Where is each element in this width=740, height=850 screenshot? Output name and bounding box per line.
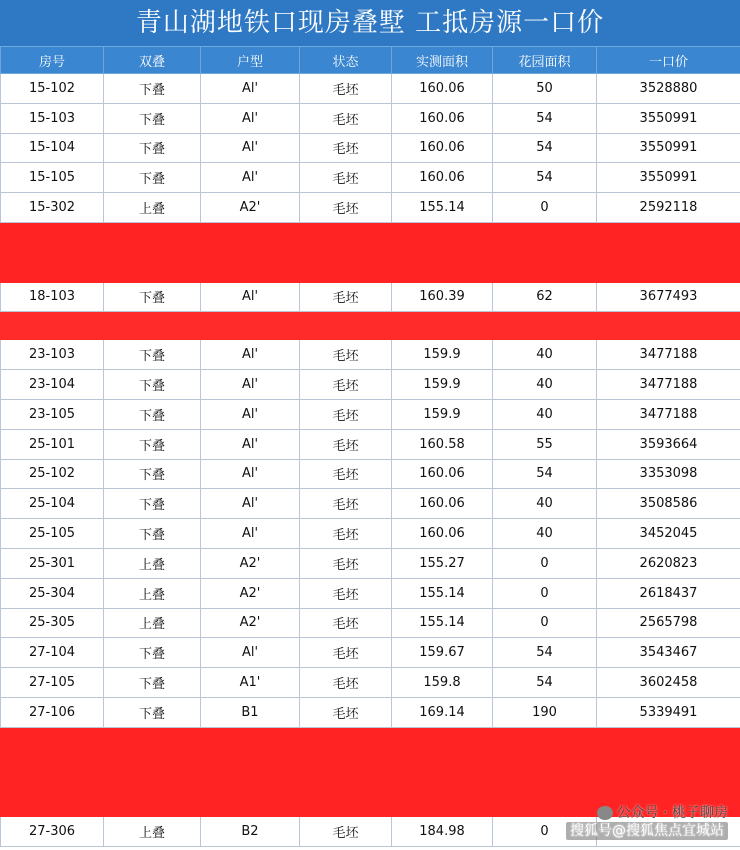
table-cell: Al' bbox=[201, 459, 300, 489]
table-cell: 2565798 bbox=[597, 608, 740, 638]
table-cell: 190 bbox=[493, 697, 597, 727]
redacted-row bbox=[1, 757, 740, 787]
table-cell: 毛坯 bbox=[300, 817, 392, 847]
table-cell: 15-102 bbox=[1, 74, 104, 104]
table-cell bbox=[300, 787, 392, 817]
table-cell: 27-105 bbox=[1, 668, 104, 698]
table-cell: Al' bbox=[201, 133, 300, 163]
table-cell: 159.9 bbox=[392, 370, 493, 400]
table-cell: 50 bbox=[493, 74, 597, 104]
table-cell: 上叠 bbox=[104, 608, 201, 638]
table-cell: 2592118 bbox=[597, 193, 740, 223]
table-cell: 毛坯 bbox=[300, 399, 392, 429]
table-cell bbox=[597, 757, 740, 787]
table-cell: 159.9 bbox=[392, 399, 493, 429]
table-cell: 155.14 bbox=[392, 193, 493, 223]
table-cell: 25-105 bbox=[1, 519, 104, 549]
table-row bbox=[1, 282, 740, 312]
table-cell: 毛坯 bbox=[300, 608, 392, 638]
table-row bbox=[1, 608, 740, 638]
table-cell: 40 bbox=[493, 370, 597, 400]
table-row bbox=[1, 578, 740, 608]
table-cell: A1' bbox=[201, 668, 300, 698]
table-cell: 3550991 bbox=[597, 163, 740, 193]
table-cell: 3477188 bbox=[597, 340, 740, 370]
table-cell bbox=[300, 222, 392, 252]
table-cell: 25-305 bbox=[1, 608, 104, 638]
table-row bbox=[1, 668, 740, 698]
table-cell: B2 bbox=[201, 817, 300, 847]
table-cell: 54 bbox=[493, 133, 597, 163]
table-cell bbox=[392, 757, 493, 787]
table-cell: 下叠 bbox=[104, 370, 201, 400]
table-cell: 3477188 bbox=[597, 399, 740, 429]
table-cell: 毛坯 bbox=[300, 638, 392, 668]
table-cell: 25-304 bbox=[1, 578, 104, 608]
table-cell bbox=[597, 312, 740, 340]
table-cell bbox=[300, 757, 392, 787]
table-row bbox=[1, 638, 740, 668]
table-cell: 15-104 bbox=[1, 133, 104, 163]
table-cell: 0 bbox=[493, 608, 597, 638]
table-cell bbox=[493, 252, 597, 282]
table-cell: 毛坯 bbox=[300, 193, 392, 223]
redacted-row bbox=[1, 727, 740, 757]
table-cell: 毛坯 bbox=[300, 340, 392, 370]
table-cell: 25-102 bbox=[1, 459, 104, 489]
watermark-line2: 搜狐号@搜狐焦点宜城站 bbox=[566, 822, 728, 840]
table-cell bbox=[201, 787, 300, 817]
table-cell: 3508586 bbox=[597, 489, 740, 519]
table-cell: 下叠 bbox=[104, 668, 201, 698]
table-cell: 毛坯 bbox=[300, 519, 392, 549]
table-cell: 160.06 bbox=[392, 133, 493, 163]
table-cell bbox=[493, 312, 597, 340]
redacted-row bbox=[1, 222, 740, 252]
redacted-row bbox=[1, 312, 740, 340]
table-cell: 15-105 bbox=[1, 163, 104, 193]
table-cell: 上叠 bbox=[104, 817, 201, 847]
table-row bbox=[1, 548, 740, 578]
table-row bbox=[1, 340, 740, 370]
table-cell: Al' bbox=[201, 370, 300, 400]
table-cell bbox=[493, 757, 597, 787]
table-cell bbox=[392, 252, 493, 282]
table-cell bbox=[104, 727, 201, 757]
header-stack: 双叠 bbox=[104, 47, 201, 74]
table-cell bbox=[392, 312, 493, 340]
table-cell: 下叠 bbox=[104, 103, 201, 133]
table-cell: 40 bbox=[493, 519, 597, 549]
table-cell: 下叠 bbox=[104, 697, 201, 727]
table-cell: 0 bbox=[493, 578, 597, 608]
table-cell: A2' bbox=[201, 548, 300, 578]
table-cell bbox=[392, 222, 493, 252]
header-layout: 户型 bbox=[201, 47, 300, 74]
table-cell: 54 bbox=[493, 459, 597, 489]
table-cell: 毛坯 bbox=[300, 103, 392, 133]
table-cell: 40 bbox=[493, 399, 597, 429]
table-cell: 62 bbox=[493, 282, 597, 312]
table-row bbox=[1, 163, 740, 193]
table-cell: 40 bbox=[493, 340, 597, 370]
table-cell bbox=[493, 222, 597, 252]
table-cell: Al' bbox=[201, 399, 300, 429]
table-cell: Al' bbox=[201, 282, 300, 312]
table-cell bbox=[1, 312, 104, 340]
table-cell: 下叠 bbox=[104, 459, 201, 489]
table-cell: 下叠 bbox=[104, 638, 201, 668]
table-cell: 18-103 bbox=[1, 282, 104, 312]
table-cell bbox=[201, 312, 300, 340]
table-cell: 25-101 bbox=[1, 429, 104, 459]
table-cell: Al' bbox=[201, 340, 300, 370]
table-cell: 下叠 bbox=[104, 133, 201, 163]
table-cell: 54 bbox=[493, 103, 597, 133]
table-cell bbox=[597, 222, 740, 252]
table-cell: 毛坯 bbox=[300, 133, 392, 163]
table-cell bbox=[1, 727, 104, 757]
table-cell: 毛坯 bbox=[300, 459, 392, 489]
table-cell: 2618437 bbox=[597, 578, 740, 608]
table-cell bbox=[104, 312, 201, 340]
table-cell: 159.67 bbox=[392, 638, 493, 668]
table-cell: Al' bbox=[201, 103, 300, 133]
header-status: 状态 bbox=[300, 47, 392, 74]
table-cell: 3528880 bbox=[597, 74, 740, 104]
table-row bbox=[1, 103, 740, 133]
table-cell: 54 bbox=[493, 668, 597, 698]
redacted-row bbox=[1, 252, 740, 282]
table-row bbox=[1, 489, 740, 519]
table-cell bbox=[1, 757, 104, 787]
table-cell: 160.58 bbox=[392, 429, 493, 459]
table-cell bbox=[392, 727, 493, 757]
table-cell: Al' bbox=[201, 163, 300, 193]
table-cell: A2' bbox=[201, 608, 300, 638]
table-cell: 160.06 bbox=[392, 489, 493, 519]
table-cell bbox=[201, 757, 300, 787]
table-cell: 上叠 bbox=[104, 548, 201, 578]
table-cell: 155.27 bbox=[392, 548, 493, 578]
table-cell: 毛坯 bbox=[300, 74, 392, 104]
table-cell: 23-104 bbox=[1, 370, 104, 400]
table-cell: 毛坯 bbox=[300, 578, 392, 608]
table-cell: 3602458 bbox=[597, 668, 740, 698]
table-cell: 3677493 bbox=[597, 282, 740, 312]
table-cell: 5339491 bbox=[597, 697, 740, 727]
table-cell: 毛坯 bbox=[300, 489, 392, 519]
table-cell: 下叠 bbox=[104, 489, 201, 519]
table-cell: 54 bbox=[493, 638, 597, 668]
table-cell bbox=[201, 727, 300, 757]
table-cell bbox=[104, 252, 201, 282]
table-row bbox=[1, 519, 740, 549]
table-cell: 下叠 bbox=[104, 429, 201, 459]
table-cell: 毛坯 bbox=[300, 548, 392, 578]
wechat-icon bbox=[597, 806, 613, 820]
watermark bbox=[566, 804, 728, 840]
table-cell bbox=[493, 727, 597, 757]
table-cell bbox=[300, 252, 392, 282]
header-row bbox=[1, 47, 740, 74]
watermark-line1: 公众号 · 桃子聊房 bbox=[616, 805, 728, 821]
table-cell: 下叠 bbox=[104, 74, 201, 104]
header-area: 实测面积 bbox=[392, 47, 493, 74]
table-cell bbox=[201, 222, 300, 252]
table-cell bbox=[104, 787, 201, 817]
table-cell: 155.14 bbox=[392, 608, 493, 638]
table-row bbox=[1, 459, 740, 489]
table-cell: Al' bbox=[201, 638, 300, 668]
table-cell: 3550991 bbox=[597, 103, 740, 133]
table-cell: 55 bbox=[493, 429, 597, 459]
header-room-no: 房号 bbox=[1, 47, 104, 74]
table-cell: Al' bbox=[201, 429, 300, 459]
table-cell: 毛坯 bbox=[300, 429, 392, 459]
table-cell: 下叠 bbox=[104, 399, 201, 429]
table-cell: 160.06 bbox=[392, 163, 493, 193]
table-row bbox=[1, 697, 740, 727]
table-cell: 155.14 bbox=[392, 578, 493, 608]
table-cell bbox=[1, 787, 104, 817]
table-cell: 3550991 bbox=[597, 133, 740, 163]
table-cell: 3477188 bbox=[597, 370, 740, 400]
table-cell: 25-301 bbox=[1, 548, 104, 578]
table-cell bbox=[201, 252, 300, 282]
table-cell: 27-104 bbox=[1, 638, 104, 668]
table-cell: 15-302 bbox=[1, 193, 104, 223]
table-cell: Al' bbox=[201, 519, 300, 549]
table-cell: 3353098 bbox=[597, 459, 740, 489]
table-cell: 15-103 bbox=[1, 103, 104, 133]
table-cell: 毛坯 bbox=[300, 370, 392, 400]
table-cell: 160.39 bbox=[392, 282, 493, 312]
listing-table bbox=[0, 46, 740, 847]
table-cell: Al' bbox=[201, 489, 300, 519]
table-cell: 毛坯 bbox=[300, 697, 392, 727]
table-row bbox=[1, 429, 740, 459]
table-cell: 下叠 bbox=[104, 282, 201, 312]
page-title: 青山湖地铁口现房叠墅 工抵房源一口价 bbox=[0, 0, 740, 46]
table-cell: 40 bbox=[493, 489, 597, 519]
table-cell: A2' bbox=[201, 578, 300, 608]
table-cell bbox=[1, 252, 104, 282]
table-cell: 上叠 bbox=[104, 193, 201, 223]
table-cell: 毛坯 bbox=[300, 668, 392, 698]
table-cell: 159.9 bbox=[392, 340, 493, 370]
table-cell: 160.06 bbox=[392, 459, 493, 489]
table-row bbox=[1, 399, 740, 429]
table-cell bbox=[104, 222, 201, 252]
table-cell: 3452045 bbox=[597, 519, 740, 549]
table-cell: 160.06 bbox=[392, 103, 493, 133]
table-cell: 184.98 bbox=[392, 817, 493, 847]
table-cell: 27-106 bbox=[1, 697, 104, 727]
table-cell: 160.06 bbox=[392, 74, 493, 104]
table-cell: B1 bbox=[201, 697, 300, 727]
header-garden: 花园面积 bbox=[493, 47, 597, 74]
table-cell: 2620823 bbox=[597, 548, 740, 578]
table-cell: 上叠 bbox=[104, 578, 201, 608]
table-row bbox=[1, 133, 740, 163]
table-cell: 0 bbox=[493, 548, 597, 578]
table-cell: 毛坯 bbox=[300, 282, 392, 312]
table-cell: 23-105 bbox=[1, 399, 104, 429]
table-cell: 下叠 bbox=[104, 340, 201, 370]
table-cell bbox=[597, 252, 740, 282]
table-cell: 160.06 bbox=[392, 519, 493, 549]
table-cell: 54 bbox=[493, 163, 597, 193]
table-cell: 毛坯 bbox=[300, 163, 392, 193]
header-price: 一口价 bbox=[597, 47, 740, 74]
table-cell bbox=[1, 222, 104, 252]
table-cell bbox=[300, 727, 392, 757]
table-cell bbox=[300, 312, 392, 340]
table-cell: 3543467 bbox=[597, 638, 740, 668]
table-cell bbox=[392, 787, 493, 817]
table-row bbox=[1, 193, 740, 223]
table-cell: 0 bbox=[493, 193, 597, 223]
table-cell: 0 bbox=[493, 817, 597, 847]
table-cell: 25-104 bbox=[1, 489, 104, 519]
table-cell: 下叠 bbox=[104, 519, 201, 549]
table-cell bbox=[104, 757, 201, 787]
table-cell: 23-103 bbox=[1, 340, 104, 370]
table-cell bbox=[597, 727, 740, 757]
table-cell: Al' bbox=[201, 74, 300, 104]
table-cell: 169.14 bbox=[392, 697, 493, 727]
table-cell: 27-306 bbox=[1, 817, 104, 847]
table-cell: 3593664 bbox=[597, 429, 740, 459]
table-cell: 下叠 bbox=[104, 163, 201, 193]
table-cell: 159.8 bbox=[392, 668, 493, 698]
table-cell: A2' bbox=[201, 193, 300, 223]
table-row bbox=[1, 74, 740, 104]
table-row bbox=[1, 370, 740, 400]
